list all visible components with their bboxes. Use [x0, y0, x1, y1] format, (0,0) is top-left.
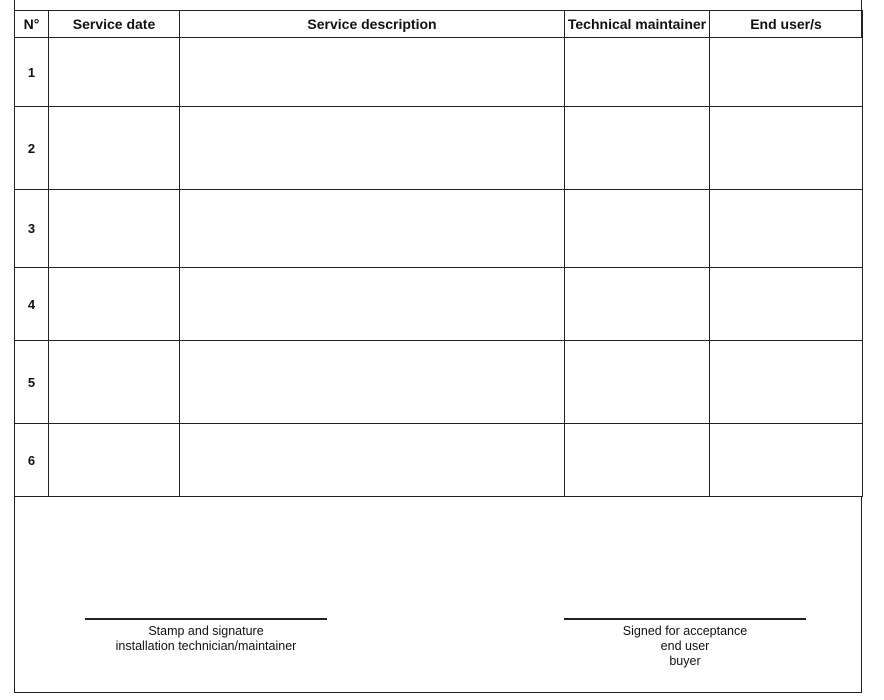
table-row	[15, 268, 863, 341]
service-date-cell	[49, 107, 180, 190]
end-users-cell	[710, 107, 863, 190]
technical-maintainer-cell	[565, 341, 710, 424]
technician-signature-caption-line2: installation technician/maintainer	[115, 639, 297, 653]
row-number: 2	[15, 107, 49, 190]
service-description-cell	[180, 341, 565, 424]
header-service-date: Service date	[49, 11, 180, 38]
service-log-table	[14, 10, 863, 497]
technical-maintainer-cell	[565, 107, 710, 190]
end-users-cell	[710, 341, 863, 424]
service-description-cell	[180, 38, 565, 107]
row-number: 6	[15, 424, 49, 497]
table-row	[15, 38, 863, 107]
service-description-cell	[180, 424, 565, 497]
technical-maintainer-cell	[565, 190, 710, 268]
header-end-users: End user/s	[710, 11, 863, 38]
technician-signature-caption-line1: Stamp and signature	[148, 624, 264, 638]
table-header-row	[15, 11, 863, 38]
end-users-cell	[710, 268, 863, 341]
service-date-cell	[49, 38, 180, 107]
table-row	[15, 107, 863, 190]
acceptance-signature-block	[564, 618, 806, 669]
end-users-cell	[710, 190, 863, 268]
row-number: 1	[15, 38, 49, 107]
technical-maintainer-cell	[565, 268, 710, 341]
header-service-description: Service description	[180, 11, 565, 38]
acceptance-signature-caption-line2: end user	[660, 639, 710, 653]
row-number: 5	[15, 341, 49, 424]
table-row	[15, 341, 863, 424]
service-date-cell	[49, 268, 180, 341]
service-description-cell	[180, 107, 565, 190]
technical-maintainer-cell	[565, 38, 710, 107]
technician-signature-block	[85, 618, 327, 654]
table-row	[15, 424, 863, 497]
service-description-cell	[180, 190, 565, 268]
table-row	[15, 190, 863, 268]
acceptance-signature-caption-line3: buyer	[669, 654, 701, 668]
end-users-cell	[710, 38, 863, 107]
row-number: 3	[15, 190, 49, 268]
service-date-cell	[49, 190, 180, 268]
header-technical-maintainer: Technical maintainer	[565, 11, 710, 38]
service-description-cell	[180, 268, 565, 341]
technical-maintainer-cell	[565, 424, 710, 497]
row-number: 4	[15, 268, 49, 341]
service-date-cell	[49, 341, 180, 424]
acceptance-signature-caption-line1: Signed for acceptance	[622, 624, 748, 638]
service-date-cell	[49, 424, 180, 497]
header-number: N°	[15, 11, 49, 38]
end-users-cell	[710, 424, 863, 497]
